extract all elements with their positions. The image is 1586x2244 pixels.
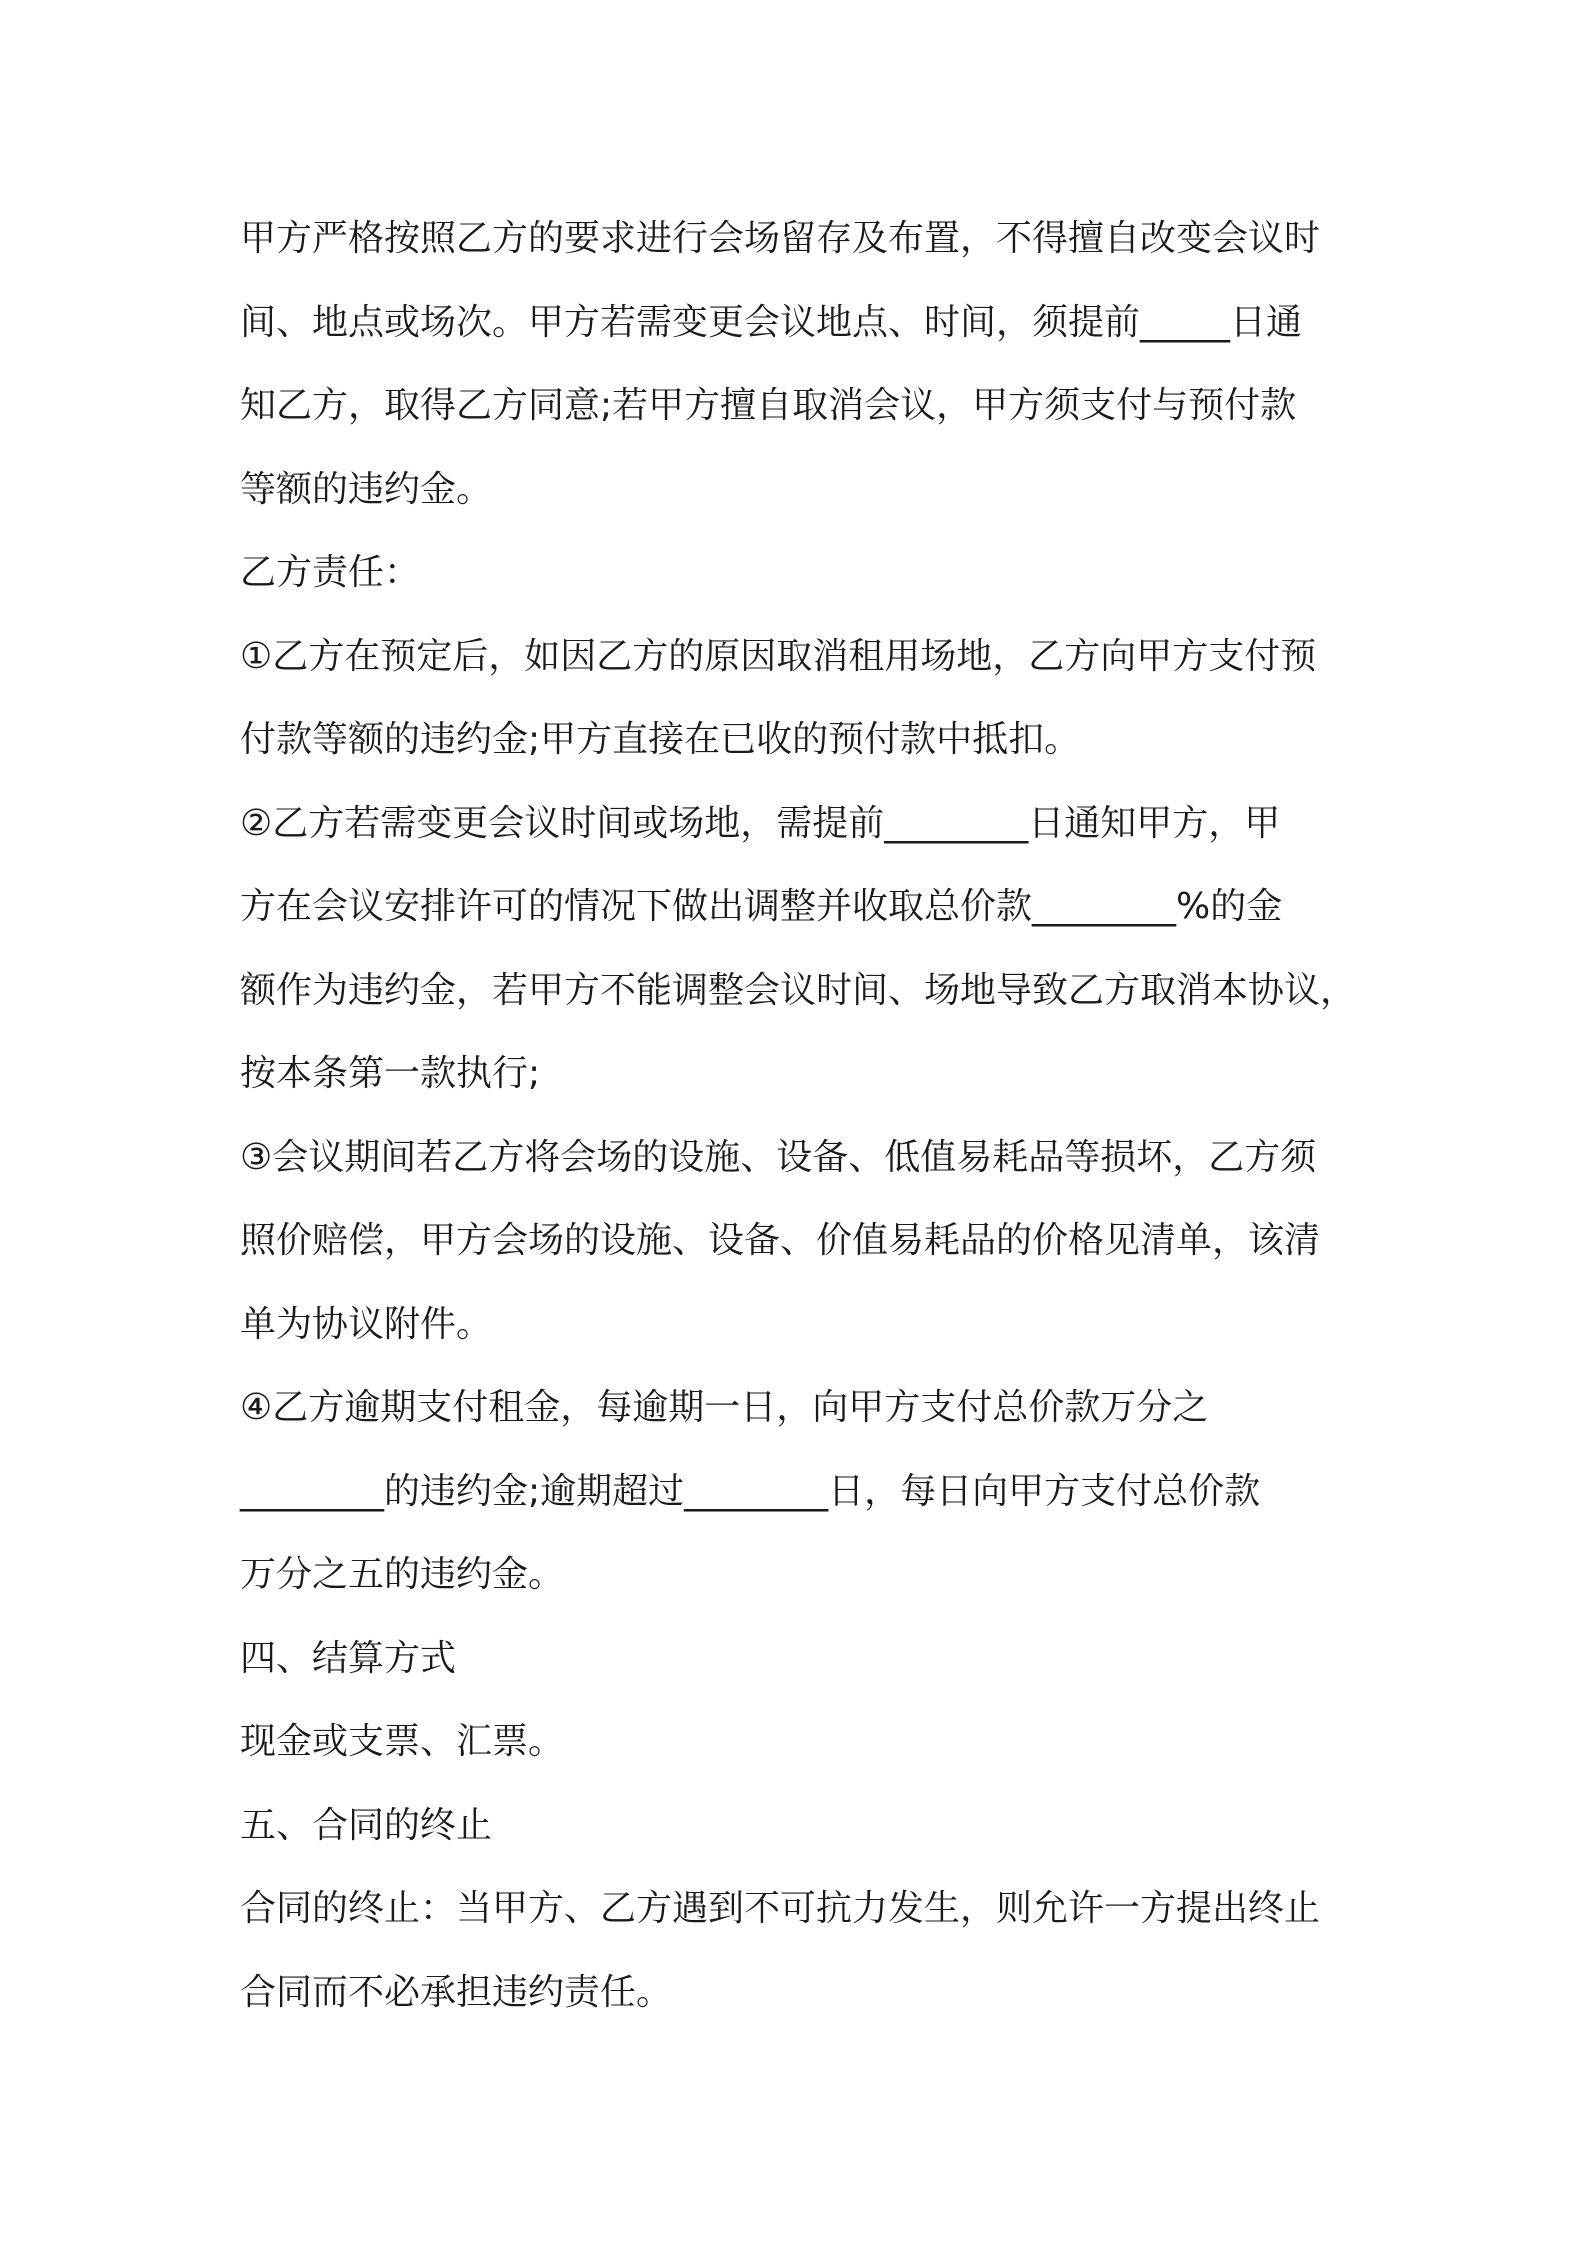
clause-2-line: 额作为违约金，若甲方不能调整会议时间、场地导致乙方取消本协议， — [240, 969, 1357, 1011]
clause-3-line: ③会议期间若乙方将会场的设施、设备、低值易耗品等损坏，乙方须 — [240, 1136, 1317, 1178]
body-text-line: 合同而不必承担违约责任。 — [240, 1971, 673, 2013]
clause-2-line: 方在会议安排许可的情况下做出调整并收取总价款________%的金 — [240, 886, 1283, 927]
clause-4-line: ④乙方逾期支付租金，每逾期一日，向甲方支付总价款万分之 — [240, 1387, 1209, 1428]
body-text-line: 等额的违约金。 — [240, 468, 493, 510]
section-heading-termination: 五、合同的终止 — [240, 1804, 493, 1846]
body-text-line: 甲方严格按照乙方的要求进行会场留存及布置，不得擅自改变会议时 — [240, 218, 1321, 259]
clause-4-line: 万分之五的违约金。 — [240, 1554, 565, 1595]
document-body — [240, 197, 1360, 2034]
body-text-line: 合同的终止：当甲方、乙方遇到不可抗力发生，则允许一方提出终止 — [240, 1888, 1321, 1929]
body-text-line: 知乙方，取得乙方同意;若甲方擅自取消会议，甲方须支付与预付款 — [240, 385, 1297, 426]
section-label: 乙方责任： — [240, 552, 421, 593]
clause-4-line: ________的违约金;逾期超过________日，每日向甲方支付总价款 — [240, 1470, 1261, 1512]
section-heading-settlement: 四、结算方式 — [240, 1637, 457, 1679]
clause-3-line: 单为协议附件。 — [240, 1303, 493, 1345]
clause-2-line: 按本条第一款执行; — [240, 1053, 541, 1094]
body-text-line: 现金或支票、汇票。 — [240, 1721, 565, 1762]
clause-2-line: ②乙方若需变更会议时间或场地，需提前________日通知甲方，甲 — [240, 802, 1281, 844]
body-text-line: 间、地点或场次。甲方若需变更会议地点、时间，须提前_____日通 — [240, 301, 1303, 343]
clause-1-line: 付款等额的违约金;甲方直接在已收的预付款中抵扣。 — [240, 719, 1081, 760]
clause-1-line: ①乙方在预定后，如因乙方的原因取消租用场地，乙方向甲方支付预 — [240, 635, 1317, 677]
clause-3-line: 照价赔偿，甲方会场的设施、设备、价值易耗品的价格见清单，该清 — [240, 1220, 1321, 1261]
